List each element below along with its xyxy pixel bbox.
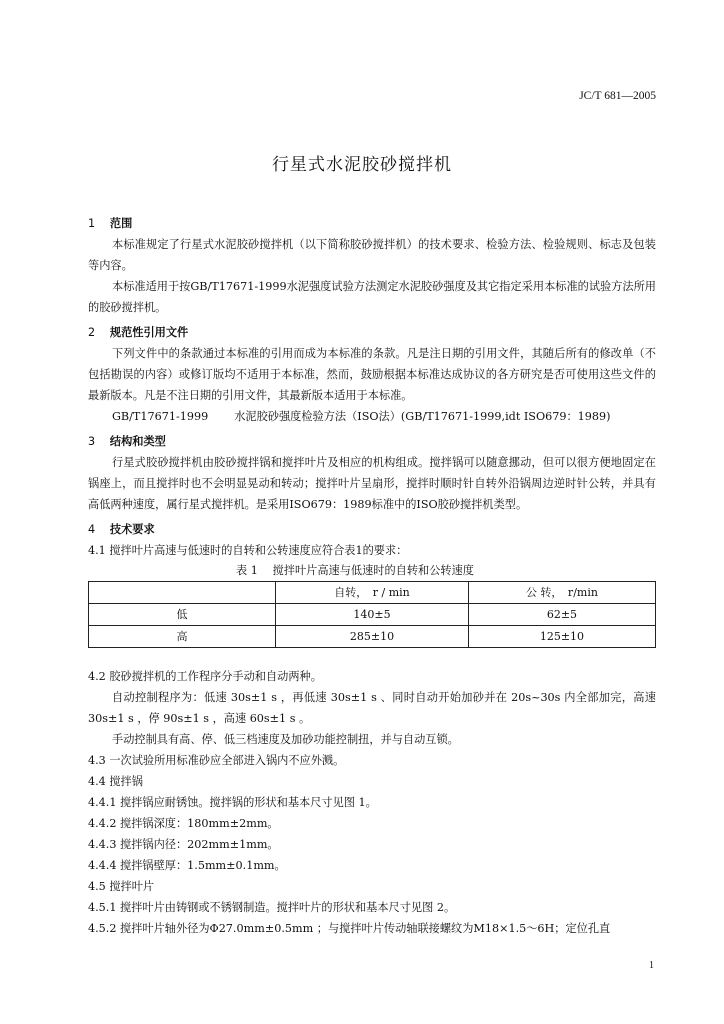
section-2-paragraph-1: 下列文件中的条款通过本标准的引用而成为本标准的条款。凡是注日期的引用文件，其随后所有的修改单（不包括勘误的内容）或修订版均不适用于本标准，然而，鼓励根据本标准达成协议的各方研究是否可使用这些文件的最新版本。凡是不注日期的引用文件，其最新版本适用于本标准。	[88, 347, 656, 402]
table-cell: 62±5	[468, 604, 655, 626]
clause-4-2-auto: 自动控制程序为：低速 30s±1 s ，再低速 30s±1 s 、同时自动开始加砂并在 20s~30s 内全部加完，高速 30s±1 s ，停 90s±1 s ，高速 60s±1 s 。	[88, 691, 656, 725]
table-header-cell: 自转， r / min	[276, 582, 469, 604]
table-cell: 高	[89, 626, 276, 648]
table-1-caption: 表 1 搅拌叶片高速与低速时的自转和公转速度	[236, 564, 474, 577]
section-2-heading	[88, 322, 656, 343]
clause-4-5-1: 4.5.1 搅拌叶片由铸钢或不锈钢制造。搅拌叶片的形状和基本尺寸见图 2。	[88, 901, 456, 914]
document-body	[88, 209, 656, 939]
section-number: 1	[88, 217, 96, 230]
section-1-heading	[88, 213, 656, 234]
section-3-heading	[88, 431, 656, 452]
section-number: 3	[88, 435, 96, 448]
clause-4-4-2: 4.4.2 搅拌锅深度：180mm±2mm。	[88, 817, 279, 830]
section-3-paragraph-1: 行星式胶砂搅拌机由胶砂搅拌锅和搅拌叶片及相应的机构组成。搅拌锅可以随意挪动，但可以很方便地固定在锅座上，而且搅拌时也不会明显晃动和转动；搅拌叶片呈扇形，搅拌时顺时针自转外沿锅周边逆时针公转，并具有高低两种速度，属行星式搅拌机。是采用ISO679：1989标准中的ISO胶砂搅拌机类型。	[88, 456, 656, 511]
clause-4-1: 4.1 搅拌叶片高速与低速时的自转和公转速度应符合表1的要求：	[88, 544, 408, 557]
section-title: 结构和类型	[109, 435, 166, 448]
section-1-paragraph-2: 本标准适用于按GB/T17671-1999水泥强度试验方法测定水泥胶砂强度及其它指定采用本标准的试验方法所用的胶砂搅拌机。	[88, 280, 656, 314]
section-number: 2	[88, 326, 96, 339]
table-header-row	[89, 582, 656, 604]
table-row	[89, 604, 656, 626]
section-number: 4	[88, 523, 96, 536]
clause-4-5: 4.5 搅拌叶片	[88, 880, 155, 893]
reference-title: 水泥胶砂强度检验方法（ISO法）(GB/T17671-1999,idt ISO679：1989)	[234, 410, 611, 423]
clause-4-2: 4.2 胶砂搅拌机的工作程序分手动和自动两种。	[88, 670, 322, 683]
table-cell: 低	[89, 604, 276, 626]
clause-4-2-manual: 手动控制具有高、停、低三档速度及加砂功能控制扭，并与自动互锁。	[112, 733, 459, 746]
clause-4-4-3: 4.4.3 搅拌锅内径：202mm±1mm。	[88, 838, 279, 851]
clause-4-3: 4.3 一次试验所用标准砂应全部进入锅内不应外溅。	[88, 754, 345, 767]
standard-number: JC/T 681—2005	[579, 90, 656, 102]
table-cell: 125±10	[468, 626, 655, 648]
clause-4-4-4: 4.4.4 搅拌锅壁厚：1.5mm±0.1mm。	[88, 859, 286, 872]
table-header-cell: 公 转， r/min	[468, 582, 655, 604]
normative-reference	[88, 406, 656, 427]
section-title: 范围	[109, 217, 133, 230]
section-1-paragraph-1: 本标准规定了行星式水泥胶砂搅拌机（以下简称胶砂搅拌机）的技术要求、检验方法、检验规则、标志及包装等内容。	[88, 238, 656, 272]
section-4-heading	[88, 519, 656, 540]
document-title: 行星式水泥胶砂搅拌机	[272, 155, 452, 175]
clause-4-4-1: 4.4.1 搅拌锅应耐锈蚀。搅拌锅的形状和基本尺寸见图 1。	[88, 796, 377, 809]
table-header-cell	[89, 582, 276, 604]
section-title: 技术要求	[109, 523, 155, 536]
clause-4-4: 4.4 搅拌锅	[88, 775, 143, 788]
clause-4-5-2: 4.5.2 搅拌叶片轴外径为Φ27.0mm±0.5mm ；与搅拌叶片传动轴联接螺纹为M18×1.5～6H；定位孔直	[88, 922, 611, 935]
table-row	[89, 626, 656, 648]
table-cell: 285±10	[276, 626, 469, 648]
speed-table	[88, 581, 656, 648]
page-number: 1	[649, 960, 654, 971]
reference-code: GB/T17671-1999	[112, 410, 209, 423]
table-cell: 140±5	[276, 604, 469, 626]
section-title: 规范性引用文件	[109, 326, 189, 339]
